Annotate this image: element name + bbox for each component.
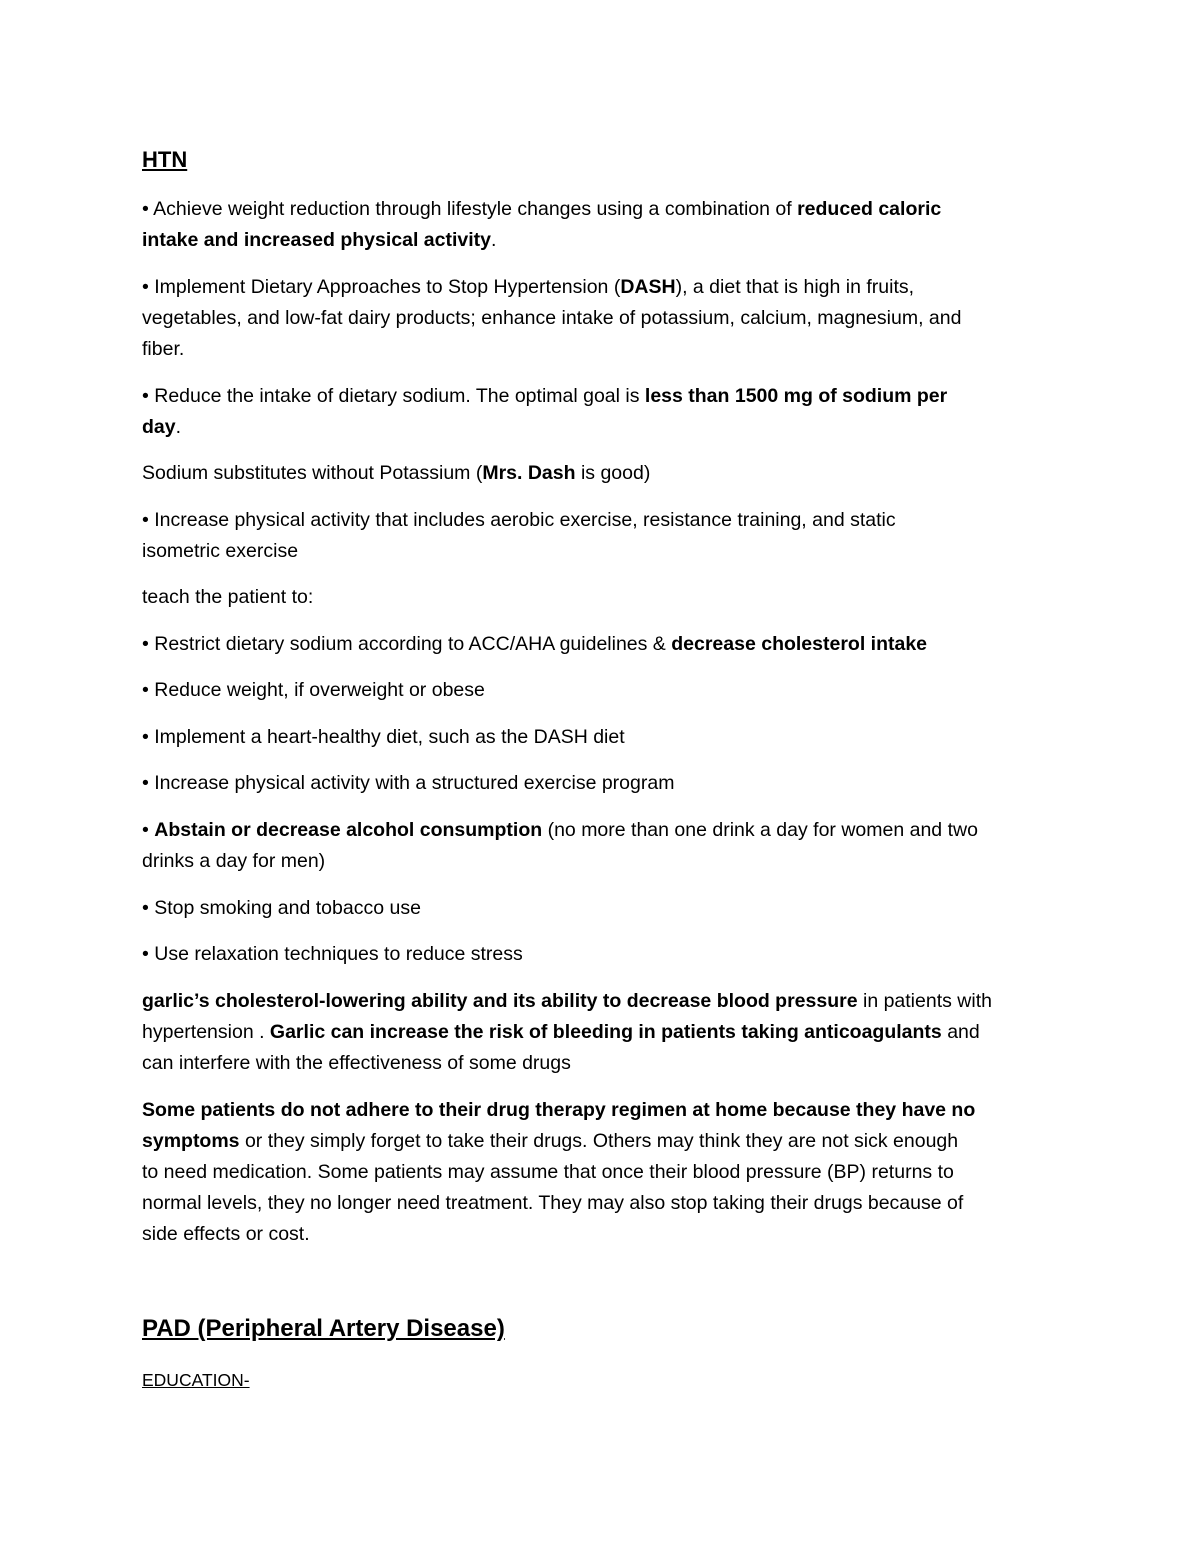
bullet-exercise-program: • Increase physical activity with a structured exercise program [142, 772, 675, 794]
dash-line-3: fiber. [142, 338, 185, 360]
physical-activity-line-1: • Increase physical activity that includes aerobic exercise, resistance training, and static [142, 509, 896, 531]
bullet-heart-healthy-diet: • Implement a heart-healthy diet, such as the DASH diet [142, 726, 625, 748]
sodium-line-2: day. [142, 416, 182, 438]
dash-line-2: vegetables, and low-fat dairy products; enhance intake of potassium, calcium, magnesium, and [142, 307, 962, 329]
weight-reduction-line-2: intake and increased physical activity. [142, 229, 497, 251]
bullet-stop-smoking: • Stop smoking and tobacco use [142, 897, 421, 919]
teach-patient-line: teach the patient to: [142, 586, 314, 608]
dash-line-1: • Implement Dietary Approaches to Stop Hypertension (DASH), a diet that is high in fruits, [142, 276, 915, 298]
adherence-line-1: Some patients do not adhere to their drug therapy regimen at home because they have no [142, 1099, 976, 1121]
adherence-line-3: to need medication. Some patients may assume that once their blood pressure (BP) returns to [142, 1161, 954, 1183]
garlic-line-3: can interfere with the effectiveness of some drugs [142, 1052, 571, 1074]
garlic-line-2: hypertension . Garlic can increase the risk of bleeding in patients taking anticoagulants and [142, 1021, 980, 1043]
adherence-line-2: symptoms or they simply forget to take their drugs. Others may think they are not sick enough [142, 1130, 959, 1152]
physical-activity-line-2: isometric exercise [142, 540, 299, 562]
weight-reduction-line-1: • Achieve weight reduction through lifestyle changes using a combination of reduced caloric [142, 198, 942, 220]
education-label: EDUCATION- [142, 1370, 250, 1390]
htn-heading: HTN [142, 147, 188, 172]
adherence-line-5: side effects or cost. [142, 1223, 310, 1245]
sodium-substitutes-line: Sodium substitutes without Potassium (Mrs. Dash is good) [142, 462, 651, 484]
pad-heading: PAD (Peripheral Artery Disease) [142, 1315, 505, 1342]
bullet-reduce-weight: • Reduce weight, if overweight or obese [142, 679, 485, 701]
garlic-line-1: garlic’s cholesterol-lowering ability and its ability to decrease blood pressure in patients with [142, 990, 992, 1012]
adherence-line-4: normal levels, they no longer need treatment. They may also stop taking their drugs because of [142, 1192, 964, 1214]
bullet-alcohol-line-1: • Abstain or decrease alcohol consumption (no more than one drink a day for women and two [142, 819, 978, 841]
bullet-alcohol-line-2: drinks a day for men) [142, 850, 326, 872]
sodium-line-1: • Reduce the intake of dietary sodium. The optimal goal is less than 1500 mg of sodium per [142, 385, 948, 407]
bullet-relaxation: • Use relaxation techniques to reduce stress [142, 943, 523, 965]
bullet-restrict-sodium: • Restrict dietary sodium according to ACC/AHA guidelines & decrease cholesterol intake [142, 633, 928, 655]
